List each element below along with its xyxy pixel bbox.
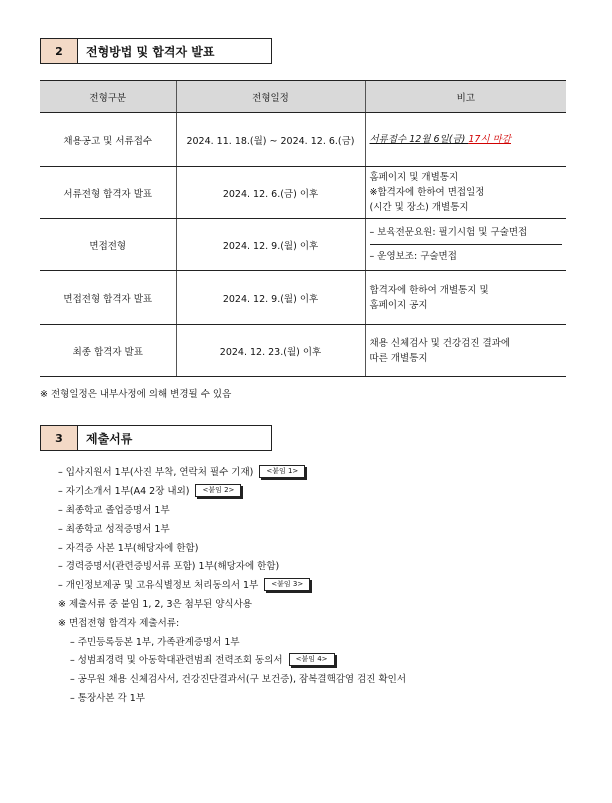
section-title: 전형방법 및 합격자 발표 <box>78 38 272 64</box>
deadline-text: 서류접수 12월 6일(금) <box>369 134 469 145</box>
note-line: (시간 및 장소) 개별통지 <box>369 202 469 213</box>
attachment-badge: <붙임 3> <box>264 578 310 591</box>
list-item-text: – 자기소개서 1부(A4 2장 내외) <box>58 486 190 498</box>
sub-list-item <box>58 650 406 669</box>
header-note: 비고 <box>365 81 566 113</box>
note-line: ※합격자에 한하여 면접일정 <box>369 187 485 198</box>
stage-cell: 채용공고 및 서류접수 <box>40 113 176 167</box>
note-cell <box>365 219 566 271</box>
list-item: – 경력증명서(관련증빙서류 포함) 1부(해당자에 한함) <box>58 561 280 573</box>
attachment-badge: <붙임 4> <box>289 653 335 666</box>
note-line: 홈페이지 공지 <box>369 299 428 311</box>
schedule-cell: 2024. 12. 9.(월) 이후 <box>176 219 365 271</box>
note-cell <box>365 167 566 219</box>
stage-cell: 면접전형 합격자 발표 <box>40 271 176 325</box>
schedule-cell: 2024. 12. 9.(월) 이후 <box>176 271 365 325</box>
list-item: – 자격증 사본 1부(해당자에 한함) <box>58 542 199 554</box>
table-row <box>40 113 566 167</box>
table-header-row <box>40 81 566 113</box>
table-row <box>40 271 566 325</box>
stage-cell: 최종 합격자 발표 <box>40 325 176 377</box>
section-2-header <box>40 38 272 64</box>
attachment-badge: <붙임 2> <box>195 484 241 497</box>
note-line: 홈페이지 및 개별통지 <box>369 172 459 183</box>
section-3-header <box>40 425 272 451</box>
schedule-footnote: ※ 전형일정은 내부사정에 의해 변경될 수 있음 <box>40 389 232 400</box>
schedule-cell: 2024. 11. 18.(월) ~ 2024. 12. 6.(금) <box>176 113 365 167</box>
schedule-cell: 2024. 12. 23.(월) 이후 <box>176 325 365 377</box>
documents-list <box>58 462 406 706</box>
list-note: ※ 제출서류 중 붙임 1, 2, 3은 첨부된 양식사용 <box>58 598 252 610</box>
stage-cell: 면접전형 <box>40 219 176 271</box>
note-cell <box>365 271 566 325</box>
header-stage: 전형구분 <box>40 81 176 113</box>
header-schedule: 전형일정 <box>176 81 365 113</box>
note-line: 합격자에 한하여 개별통지 및 <box>369 284 489 296</box>
note-line: – 운영보조: 구술면접 <box>369 251 457 262</box>
list-item <box>58 462 406 481</box>
sub-list-item: – 공무원 채용 신체검사서, 건강진단결과서(구 보건증), 잠복결핵감염 검진 확인서 <box>70 674 407 686</box>
list-item: – 최종학교 성적증명서 1부 <box>58 523 170 535</box>
deadline-time: 17시 마감 <box>468 134 511 145</box>
stage-cell: 서류전형 합격자 발표 <box>40 167 176 219</box>
list-item-text: – 성범죄경력 및 아동학대관련범죄 전력조회 동의서 <box>70 655 283 667</box>
note-line: 따른 개별통지 <box>369 352 428 364</box>
list-note: ※ 면접전형 합격자 제출서류: <box>58 617 180 629</box>
note-cell <box>365 325 566 377</box>
section-number: 2 <box>40 38 78 64</box>
schedule-table <box>40 80 566 377</box>
list-item-text: – 입사지원서 1부(사진 부착, 연락처 필수 기재) <box>58 467 254 479</box>
note-cell <box>365 113 566 167</box>
table-row <box>40 325 566 377</box>
table-row <box>40 167 566 219</box>
schedule-cell: 2024. 12. 6.(금) 이후 <box>176 167 365 219</box>
list-item <box>58 481 406 500</box>
note-line: 채용 신체검사 및 건강검진 결과에 <box>369 337 511 349</box>
sub-list-item: – 주민등록등본 1부, 가족관계증명서 1부 <box>70 636 240 648</box>
section-title: 제출서류 <box>78 425 272 451</box>
note-line: – 보육전문요원: 필기시험 및 구술면접 <box>370 221 563 245</box>
list-item-text: – 개인정보제공 및 고유식별정보 처리동의서 1부 <box>58 580 259 592</box>
section-number: 3 <box>40 425 78 451</box>
list-item: – 최종학교 졸업증명서 1부 <box>58 504 170 516</box>
list-item <box>58 575 406 594</box>
sub-list-item: – 통장사본 각 1부 <box>70 692 145 704</box>
table-row <box>40 219 566 271</box>
attachment-badge: <붙임 1> <box>259 465 305 478</box>
